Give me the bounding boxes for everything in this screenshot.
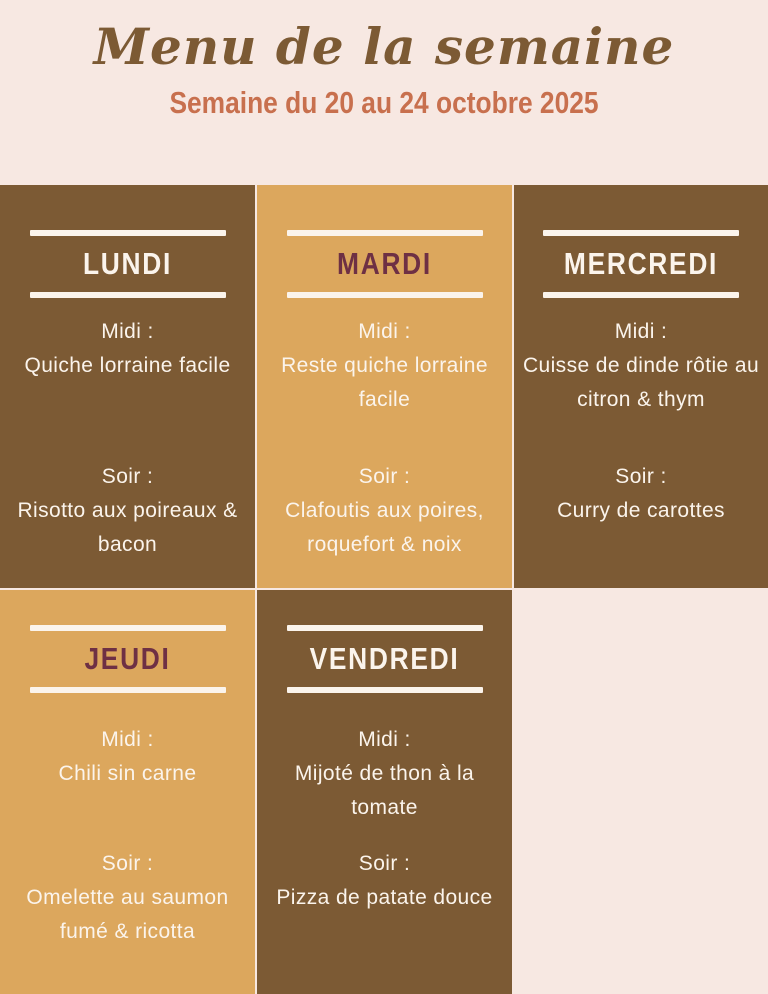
midi-meal [257,315,512,417]
midi-meal [0,315,255,383]
soir-dish: Pizza de patate douce [276,886,493,909]
soir-meal [0,847,255,949]
soir-label: Soir : [358,852,411,875]
midi-meal [514,315,768,417]
midi-label: Midi : [358,320,411,343]
soir-meal [257,460,512,562]
day-card-lundi [0,185,255,588]
soir-label: Soir : [358,465,411,488]
day-title: MARDI [337,246,432,281]
header-rule-top [287,625,483,631]
midi-label: Midi : [358,728,411,751]
midi-dish: Chili sin carne [58,762,197,785]
midi-dish: Mijoté de thon à la tomate [294,762,475,819]
soir-label: Soir : [101,852,154,875]
midi-label: Midi : [614,320,668,343]
day-title: VENDREDI [309,641,460,676]
header-rule-bottom [543,292,739,298]
day-card-vendredi [257,590,512,994]
soir-meal [257,847,512,915]
midi-meal [257,723,512,825]
midi-label: Midi : [101,320,154,343]
header-rule-top [287,230,483,236]
days-grid [0,185,768,994]
day-card-jeudi [0,590,255,994]
midi-label: Midi : [101,728,154,751]
soir-dish: Curry de carottes [557,499,725,522]
page-title: Menu de la semaine [93,17,675,76]
header-rule-bottom [30,687,226,693]
day-title: LUNDI [82,246,173,281]
day-card-mardi [257,185,512,588]
day-card-mercredi [514,185,768,588]
soir-label: Soir : [615,465,667,488]
midi-dish: Cuisse de dinde rôtie au citron & thym [522,354,760,411]
poster-header [0,0,768,185]
soir-meal [0,460,255,562]
day-title: MERCREDI [563,246,719,281]
header-rule-top [543,230,739,236]
midi-meal [0,723,255,791]
midi-dish: Quiche lorraine facile [24,354,231,377]
header-rule-top [30,230,226,236]
header-rule-bottom [287,292,483,298]
empty-cell [514,590,768,994]
soir-dish: Risotto aux poireaux & bacon [17,499,238,556]
midi-dish: Reste quiche lorraine facile [281,354,488,411]
soir-dish: Omelette au saumon fumé & ricotta [26,886,229,943]
soir-meal [514,460,768,528]
header-rule-top [30,625,226,631]
week-subtitle: Semaine du 20 au 24 octobre 2025 [169,85,599,120]
soir-dish: Clafoutis aux poires, roquefort & noix [285,499,484,556]
header-rule-bottom [30,292,226,298]
day-title: JEUDI [84,641,171,676]
soir-label: Soir : [101,465,154,488]
header-rule-bottom [287,687,483,693]
